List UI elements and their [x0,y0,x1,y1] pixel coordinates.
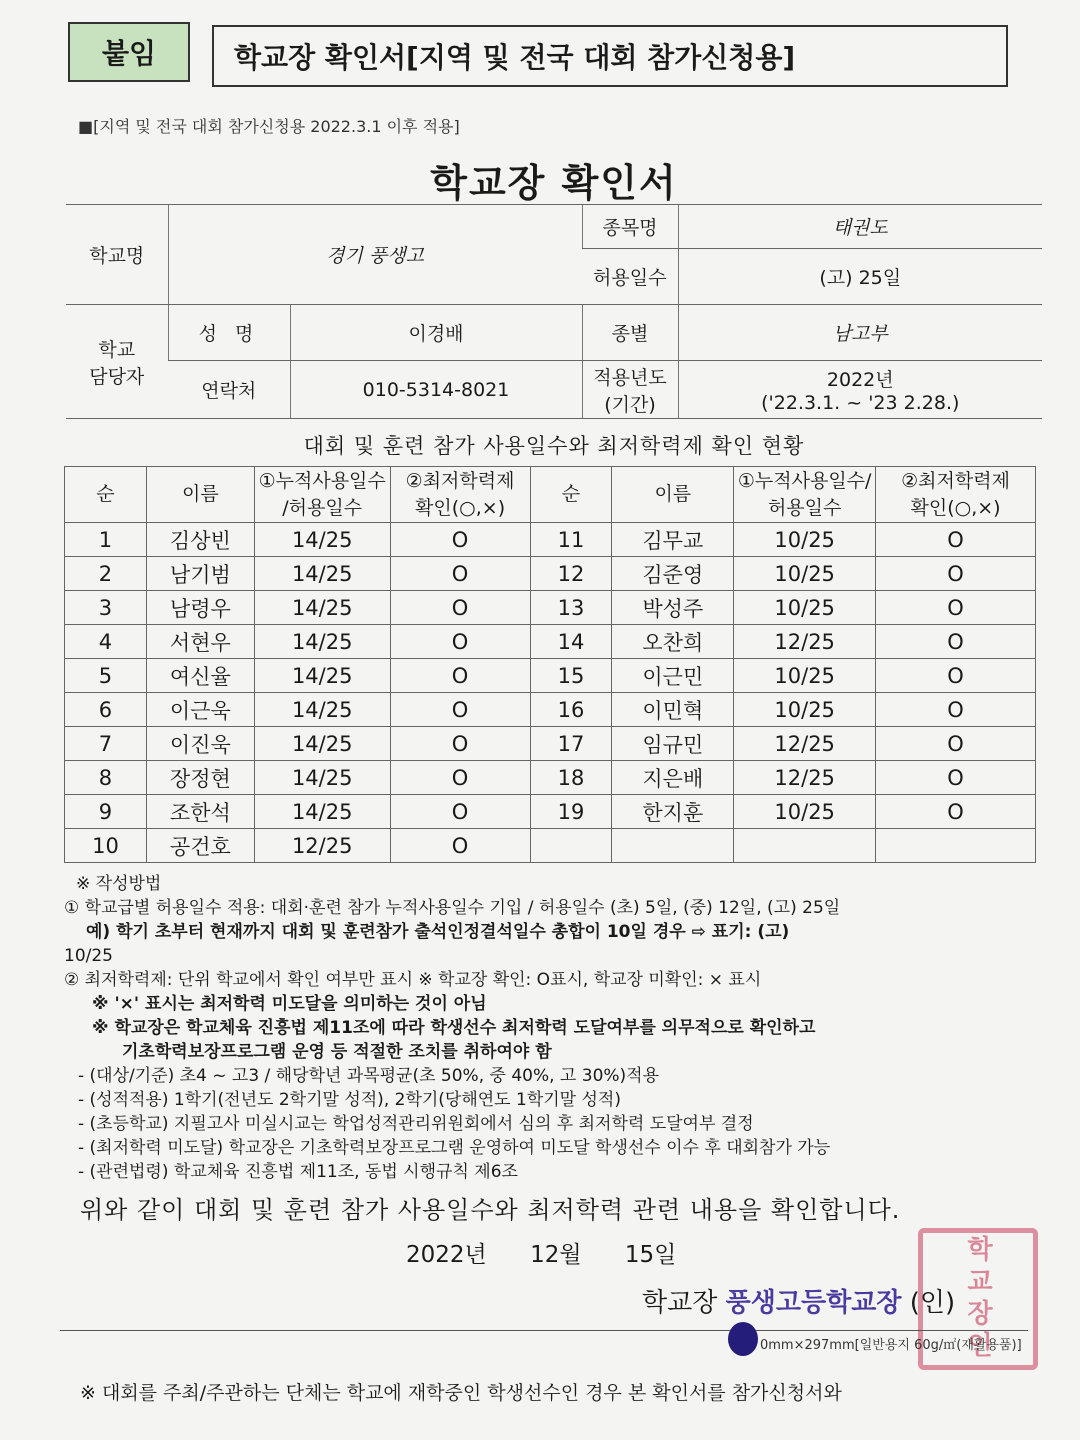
instructions-line: - (관련법령) 학교체육 진흥법 제11조, 동법 시행규칙 제6조 [78,1162,518,1182]
instructions-line: ② 최저학력제: 단위 학교에서 확인 여부만 표시 ※ 학교장 확인: O표시, 학교장 미확인: × 표시 [64,970,762,990]
header-check-right [876,467,1036,523]
header-check-right-line2: 확인(○,×) [910,496,1001,519]
category-label: 종별 [582,305,678,361]
cell-name: 장정현 [146,761,254,795]
cell-name: 김상빈 [146,523,254,557]
date-year: 2022년 [406,1242,487,1268]
instructions [64,872,1040,1184]
name-label: 성 명 [168,305,290,361]
cell-name: 지은배 [612,761,734,795]
school-value: 경기 풍생고 [168,205,582,305]
header-days-right [734,467,876,523]
cell-name: 이진욱 [146,727,254,761]
roster-table [64,466,1036,863]
cell-days: 12/25 [734,727,876,761]
cell-days: 14/25 [254,557,390,591]
cell-days: 10/25 [734,795,876,829]
header-check-right-line1: ②최저학력제 [901,469,1010,492]
principal-signature [642,1282,955,1319]
cell-days: 10/25 [734,659,876,693]
section-title: 대회 및 훈련 참가 사용일수와 최저학력제 확인 현황 [303,434,805,458]
cell-no: 1 [65,523,147,557]
cell-check: O [390,761,530,795]
year-value-line1: 2022년 [826,369,894,391]
top-note: ■[지역 및 전국 대회 참가신청용 2022.3.1 이후 적용] [78,117,460,136]
cell-days: 10/25 [734,591,876,625]
cell-no: 17 [530,727,612,761]
cell-no: 11 [530,523,612,557]
table-row [65,659,1036,693]
ink-mark [728,1322,758,1356]
instructions-line: 10/25 [64,946,113,966]
cell-no: 7 [65,727,147,761]
year-label-line1: 적용년도 [593,366,667,389]
header-check-line1: ②최저학력제 [405,469,515,492]
cell-days: 14/25 [254,591,390,625]
cell-name: 이민혁 [612,693,734,727]
cell-no: 18 [530,761,612,795]
header-days [254,467,390,523]
cell-no: 10 [65,829,147,863]
cell-days: 10/25 [734,557,876,591]
table-row [65,591,1036,625]
school-stamp: 학교장인 [918,1228,1038,1370]
bottom-note: ※ 대회를 주최/주관하는 단체는 학교에 재학중인 학생선수인 경우 본 확인서를 참가신청서와 [80,1382,842,1404]
sport-value: 태권도 [678,205,1042,249]
paper-spec: 0mm×297mm[일반용지 60g/㎡(재활용품)] [760,1338,1022,1353]
cell-name: 이근민 [612,659,734,693]
cell-no: 8 [65,761,147,795]
cell-check: O [390,727,530,761]
cell-name: 한지훈 [612,795,734,829]
instructions-line: - (대상/기준) 초4 ~ 고3 / 해당학년 과목평균(초 50%, 중 40%, 고 30%)적용 [78,1066,660,1086]
header-days-right-line1: ①누적사용일수/ [737,469,872,492]
cell-days: 14/25 [254,761,390,795]
cell-no: 19 [530,795,612,829]
cell-no: 15 [530,659,612,693]
cell-name: 박성주 [612,591,734,625]
cell-check: O [876,795,1036,829]
cell-no: 12 [530,557,612,591]
cell-no: 5 [65,659,147,693]
header-no-right: 순 [530,467,612,523]
table-row [65,761,1036,795]
cell-check: O [876,659,1036,693]
cell-check: O [390,659,530,693]
principal-school: 풍생고등학교장 [725,1288,902,1318]
cell-name: 조한석 [146,795,254,829]
cell-check: O [876,727,1036,761]
cell-name: 여신율 [146,659,254,693]
instructions-line: 예) 학기 초부터 현재까지 대회 및 훈련참가 출석인정결석일수 총합이 10일 경우 ⇨ 표기: (고) [86,922,790,942]
cell-no [530,829,612,863]
header-no: 순 [65,467,147,523]
staff-label [66,305,168,419]
table-row [65,693,1036,727]
table-row [65,727,1036,761]
table-row [65,523,1036,557]
instructions-line: ※ 학교장은 학교체육 진흥법 제11조에 따라 학생선수 최저학력 도달여부를 의무적으로 확인하고 [92,1018,816,1038]
cell-days: 14/25 [254,727,390,761]
days-label: 허용일수 [582,249,678,305]
cell-days: 14/25 [254,625,390,659]
table-row [65,829,1036,863]
divider [60,1330,1028,1331]
instructions-heading: ※ 작성방법 [76,874,162,894]
cell-days: 10/25 [734,693,876,727]
date-day: 15일 [624,1242,677,1268]
cell-check: O [876,693,1036,727]
principal-label: 학교장 [642,1288,718,1318]
cell-check: O [390,625,530,659]
cell-no: 9 [65,795,147,829]
cell-name: 남기범 [146,557,254,591]
header-name-right: 이름 [612,467,734,523]
header-days-right-line2: 허용일수 [767,496,842,519]
cell-check: O [876,591,1036,625]
cell-name: 김무교 [612,523,734,557]
cell-days [734,829,876,863]
cell-no: 14 [530,625,612,659]
attachment-badge: 붙임 [68,22,190,82]
year-label [582,361,678,419]
staff-label-line1: 학교 [98,338,136,361]
cell-days: 10/25 [734,523,876,557]
cell-days: 14/25 [254,795,390,829]
instructions-line: 기초학력보장프로그램 운영 등 적절한 조치를 취하여야 함 [122,1042,552,1062]
header-name: 이름 [146,467,254,523]
cell-name: 이근욱 [146,693,254,727]
page-title: 학교장 확인서 [430,161,678,205]
cell-check: O [390,523,530,557]
instructions-line: ① 학교급별 허용일수 적용: 대회·훈련 참가 누적사용일수 기입 / 허용일수 (초) 5일, (중) 12일, (고) 25일 [64,898,841,918]
header-days-line1: ①누적사용일수 [258,469,386,492]
header-title: 학교장 확인서[지역 및 전국 대회 참가신청용] [212,25,1008,87]
confirmation-statement: 위와 같이 대회 및 훈련 참가 사용일수와 최저학력 관련 내용을 확인합니다. [80,1196,901,1224]
instructions-line: - (성적적용) 1학기(전년도 2학기말 성적), 2학기(당해연도 1학기말 성적) [78,1090,621,1110]
cell-check: O [876,625,1036,659]
cell-check: O [390,795,530,829]
name-value: 이경배 [290,305,582,361]
staff-label-line2: 담당자 [89,365,145,388]
cell-name: 공건호 [146,829,254,863]
sport-label: 종목명 [582,205,678,249]
category-value: 남고부 [678,305,1042,361]
cell-name: 남령우 [146,591,254,625]
cell-name: 임규민 [612,727,734,761]
table-row [65,795,1036,829]
cell-no: 13 [530,591,612,625]
cell-name [612,829,734,863]
date-month: 12월 [530,1242,582,1268]
cell-no: 4 [65,625,147,659]
cell-check: O [390,557,530,591]
cell-name: 서현우 [146,625,254,659]
principal-seal: (인) [909,1288,956,1318]
year-value-line2: ('22.3.1. ~ '23 2.28.) [761,392,960,414]
contact-value: 010-5314-8021 [290,361,582,419]
year-value [678,361,1042,419]
cell-check: O [876,761,1036,795]
cell-check: O [390,693,530,727]
table-row [65,557,1036,591]
cell-check: O [390,591,530,625]
cell-days: 14/25 [254,659,390,693]
issue-date [406,1236,712,1269]
cell-days: 14/25 [254,523,390,557]
cell-days: 12/25 [734,625,876,659]
cell-check [876,829,1036,863]
header-check-line2: 확인(○,×) [415,496,506,519]
school-label: 학교명 [66,205,168,305]
cell-check: O [876,557,1036,591]
cell-check: O [876,523,1036,557]
cell-no: 3 [65,591,147,625]
instructions-line: - (초등학교) 지필고사 미실시교는 학업성적관리위원회에서 심의 후 최저학력 도달여부 결정 [78,1114,754,1134]
instructions-line: - (최저학력 미도달) 학교장은 기초학력보장프로그램 운영하여 미도달 학생선수 이수 후 대회참가 가능 [78,1138,831,1158]
contact-label: 연락처 [168,361,290,419]
header-days-line2: /허용일수 [282,496,363,519]
cell-name: 오찬희 [612,625,734,659]
instructions-line: ※ '×' 표시는 최저학력 미도달을 의미하는 것이 아님 [92,994,487,1014]
header-check [390,467,530,523]
info-table [66,204,1042,419]
table-row [65,625,1036,659]
cell-days: 12/25 [254,829,390,863]
cell-no: 16 [530,693,612,727]
cell-no: 2 [65,557,147,591]
cell-name: 김준영 [612,557,734,591]
cell-no: 6 [65,693,147,727]
cell-check: O [390,829,530,863]
cell-days: 14/25 [254,693,390,727]
year-label-line2: (기간) [604,393,656,416]
days-value: (고) 25일 [678,249,1042,305]
cell-days: 12/25 [734,761,876,795]
